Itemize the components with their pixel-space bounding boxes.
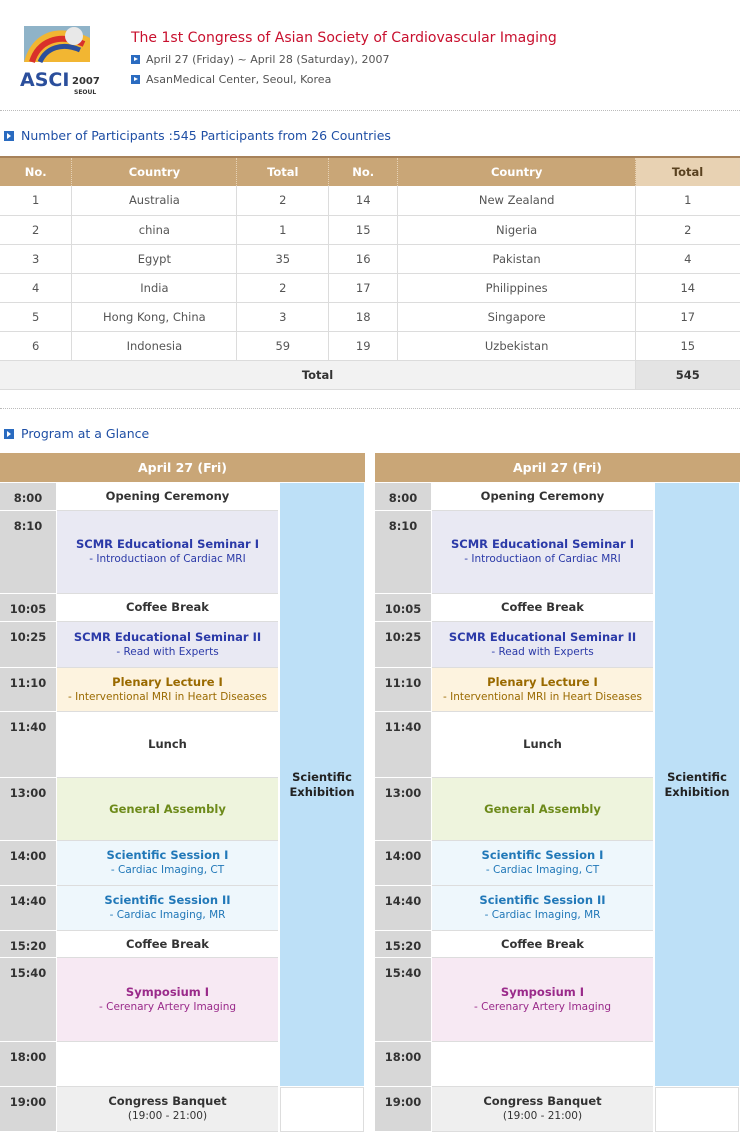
section-bullet-icon [4,131,14,141]
scientific-session-2 [57,886,278,931]
event-title: SCMR Educational Seminar I [75,537,260,551]
total-row [0,360,740,389]
lunch [432,712,653,778]
event-title: Lunch [148,737,187,751]
scientific-session-2 [432,886,653,931]
time-cell: 11:40 [375,712,431,778]
table-row [0,244,740,273]
time-cell: 14:40 [375,886,431,931]
event-title: Plenary Lecture I [487,674,598,689]
cell-country: Pakistan [398,244,636,273]
event-title: Congress Banquet [483,1094,602,1108]
cell-no: 14 [329,186,398,215]
congress-title: The 1st Congress of Asian Society of Cardiovascular Imaging [131,30,557,46]
event-title: Congress Banquet [108,1094,227,1108]
time-cell: 11:40 [0,712,56,778]
schedule-grid [375,483,740,1146]
cell-no: 18 [329,302,398,331]
cell-country: India [72,273,237,302]
total-label: Total [0,360,636,389]
time-cell: 11:10 [0,668,56,712]
event-title: Scientific Session I [106,848,229,862]
symposium [57,958,278,1042]
banquet-empty-cell [280,1087,364,1132]
col-no-1: No. [0,157,72,186]
scientific-session-1 [432,841,653,886]
time-cell: 8:00 [375,483,431,511]
cell-no: 4 [0,273,72,302]
table-row [0,331,740,360]
participants-table [0,156,740,390]
col-total-1: Total [237,157,329,186]
col-no-2: No. [329,157,398,186]
event-title: Coffee Break [126,600,209,614]
time-cell: 19:00 [375,1087,431,1132]
divider [0,110,740,111]
program-heading-text: Program at a Glance [21,426,150,441]
event-subtitle: - Cerenary Artery Imaging [473,1000,612,1013]
event-subtitle: - Cerenary Artery Imaging [98,1000,237,1013]
evening-slot [432,1042,653,1087]
time-cell: 14:40 [0,886,56,931]
participants-heading-text: Number of Participants :545 Participants from 26 Countries [21,128,391,143]
cell-total: 15 [636,331,740,360]
scientific-session-1 [57,841,278,886]
event-subtitle: - Interventional MRI in Heart Diseases [68,690,267,703]
table-row [0,215,740,244]
lunch [57,712,278,778]
scmr-seminar-2 [432,622,653,668]
event-subtitle: - Cardiac Imaging, CT [485,864,600,876]
cell-no: 6 [0,331,72,360]
program-day-1 [0,453,365,1146]
event-subtitle: - Read with Experts [116,645,219,658]
cell-country: New Zealand [398,186,636,215]
event-title: SCMR Educational Seminar II [73,629,262,644]
dates-text: April 27 (Friday) ~ April 28 (Saturday), 2007 [146,53,390,66]
event-title: SCMR Educational Seminar I [450,537,635,551]
event-subtitle: - Introductiaon of Cardiac MRI [89,553,246,565]
program-heading [4,426,149,441]
table-row [0,302,740,331]
coffee-break [57,931,278,958]
cell-country: Australia [72,186,237,215]
table-row [0,273,740,302]
event-subtitle: (19:00 - 21:00) [502,1110,583,1122]
asci-logo [18,18,102,98]
time-cell: 13:00 [0,778,56,841]
event-title: Coffee Break [501,600,584,614]
cell-total: 17 [636,302,740,331]
scmr-seminar-2 [57,622,278,668]
event-subtitle: (19:00 - 21:00) [127,1110,208,1122]
cell-country: china [72,215,237,244]
event-title: Opening Ceremony [105,489,230,503]
cell-total: 1 [636,186,740,215]
event-title: Coffee Break [126,936,209,951]
cell-country: Philippines [398,273,636,302]
cell-country: Singapore [398,302,636,331]
cell-no: 1 [0,186,72,215]
time-cell: 18:00 [375,1042,431,1087]
time-cell: 10:05 [0,594,56,622]
symposium [432,958,653,1042]
svg-text:2007: 2007 [72,76,100,87]
event-subtitle: - Cardiac Imaging, MR [109,909,226,921]
day-header: April 27 (Fri) [0,453,365,482]
event-title: Symposium I [125,984,210,999]
time-cell: 8:00 [0,483,56,511]
cell-country: Nigeria [398,215,636,244]
cell-total: 59 [237,331,329,360]
coffee-break [432,594,653,622]
event-title: General Assembly [484,801,601,816]
time-cell: 15:20 [375,931,431,958]
scientific-exhibition: Scientific Exhibition [655,483,739,1086]
cell-no: 15 [329,215,398,244]
bullet-icon [131,55,140,64]
plenary-lecture [57,668,278,712]
day-header: April 27 (Fri) [375,453,740,482]
table-header-row [0,157,740,186]
section-bullet-icon [4,429,14,439]
event-title: General Assembly [109,801,226,816]
event-subtitle: - Introductiaon of Cardiac MRI [464,553,621,565]
event-subtitle: - Interventional MRI in Heart Diseases [443,690,642,703]
time-cell: 14:00 [0,841,56,886]
cell-total: 14 [636,273,740,302]
event-title: Scientific Session II [479,893,606,907]
venue-line [131,73,331,86]
time-cell: 15:20 [0,931,56,958]
event-subtitle: - Cardiac Imaging, CT [110,864,225,876]
time-cell: 8:10 [0,511,56,594]
scmr-seminar-1 [432,511,653,594]
congress-banquet [57,1087,278,1132]
cell-no: 16 [329,244,398,273]
table-row [0,186,740,215]
header [0,0,740,110]
general-assembly [432,778,653,841]
cell-country: Egypt [72,244,237,273]
cell-total: 4 [636,244,740,273]
event-title: Scientific Session I [481,848,604,862]
cell-total: 3 [237,302,329,331]
cell-country: Hong Kong, China [72,302,237,331]
event-title: Opening Ceremony [480,489,605,503]
cell-no: 3 [0,244,72,273]
congress-banquet [432,1087,653,1132]
cell-total: 2 [237,186,329,215]
time-cell: 15:40 [0,958,56,1042]
cell-total: 2 [636,215,740,244]
time-cell: 19:00 [0,1087,56,1132]
opening-ceremony [432,483,653,511]
cell-country: Indonesia [72,331,237,360]
opening-ceremony [57,483,278,511]
svg-text:SEOUL: SEOUL [74,89,97,96]
dates-line [131,53,390,66]
program-day-2 [375,453,740,1146]
cell-country: Uzbekistan [398,331,636,360]
cell-no: 5 [0,302,72,331]
cell-no: 19 [329,331,398,360]
coffee-break [432,931,653,958]
cell-total: 2 [237,273,329,302]
time-cell: 10:25 [0,622,56,668]
cell-total: 1 [237,215,329,244]
schedule-grid [0,483,365,1146]
plenary-lecture [432,668,653,712]
time-cell: 14:00 [375,841,431,886]
col-total-2: Total [636,157,740,186]
event-title: Symposium I [500,984,585,999]
time-cell: 10:25 [375,622,431,668]
total-value: 545 [636,360,740,389]
event-title: Coffee Break [501,936,584,951]
event-title: SCMR Educational Seminar II [448,629,637,644]
time-cell: 13:00 [375,778,431,841]
cell-no: 2 [0,215,72,244]
event-subtitle: - Cardiac Imaging, MR [484,909,601,921]
divider [0,408,740,409]
time-cell: 11:10 [375,668,431,712]
cell-no: 17 [329,273,398,302]
banquet-empty-cell [655,1087,739,1132]
evening-slot [57,1042,278,1087]
cell-total: 35 [237,244,329,273]
time-cell: 8:10 [375,511,431,594]
event-title: Plenary Lecture I [112,674,223,689]
col-country-1: Country [72,157,237,186]
scmr-seminar-1 [57,511,278,594]
event-title: Scientific Session II [104,893,231,907]
time-cell: 18:00 [0,1042,56,1087]
time-cell: 10:05 [375,594,431,622]
col-country-2: Country [398,157,636,186]
venue-text: AsanMedical Center, Seoul, Korea [146,73,332,86]
event-subtitle: - Read with Experts [491,645,594,658]
time-cell: 15:40 [375,958,431,1042]
scientific-exhibition: Scientific Exhibition [280,483,364,1086]
coffee-break [57,594,278,622]
general-assembly [57,778,278,841]
svg-text:ASCI: ASCI [20,69,70,91]
bullet-icon [131,75,140,84]
event-title: Lunch [523,737,562,751]
participants-heading [4,128,391,143]
